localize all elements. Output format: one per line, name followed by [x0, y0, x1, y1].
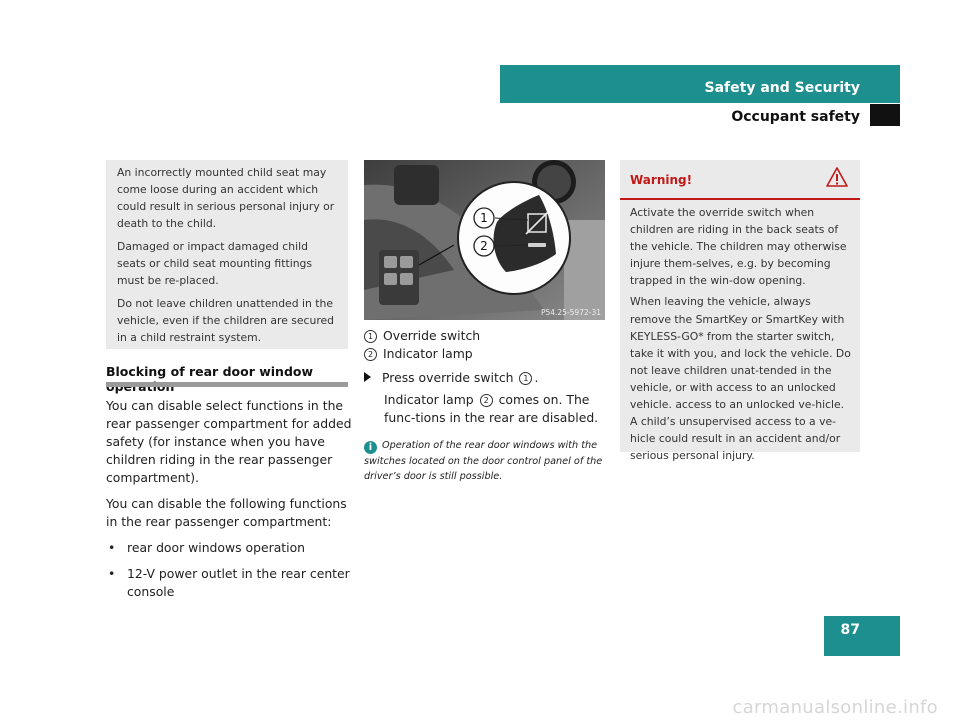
warning-rule	[620, 198, 860, 200]
door-panel-illustration	[364, 160, 605, 320]
result-text: Indicator lamp	[384, 392, 474, 407]
legend-item	[364, 327, 609, 345]
instruction-step	[364, 369, 609, 387]
step-number: 1	[519, 372, 532, 385]
watermark-text: carmanualsonline.info	[732, 697, 938, 718]
result-text: comes on. The func-tions in the rear are disabled.	[384, 392, 599, 425]
body-paragraph: You can disable select functions in the rear passenger compartment for added safety (for instance when you have children riding in the rear passenger compartment).	[106, 398, 352, 485]
warning-paragraph: When leaving the vehicle, always remove the SmartKey or SmartKey with KEYLESS-GO* from the starter switch, take it with you, and lock the vehicle. Do not leave children unat-tended in the vehicle, or with access to an unlocked vehicle. access to an unlocked ve-hicle. A child’s unsupervised access to a ve-hicle could result in an accident and/or serious personal injury.	[630, 295, 851, 463]
photo-code: P54.25-5972-31	[540, 308, 601, 317]
step-punct: .	[534, 370, 539, 385]
info-text: Operation of the rear door windows with the switches located on the door control panel of the driver’s door is still possible.	[364, 440, 603, 482]
list-item-text: 12-V power outlet in the rear center console	[127, 566, 350, 599]
page-number: 87	[840, 622, 860, 638]
bullet-icon: •	[108, 540, 116, 555]
legend	[364, 327, 609, 363]
warning-text	[630, 204, 852, 468]
result-number: 2	[480, 394, 493, 407]
heading-rule	[106, 382, 348, 387]
info-note	[364, 438, 609, 484]
child-seat-note	[106, 160, 348, 349]
bullet-icon: •	[108, 566, 116, 581]
door-panel-photo	[364, 160, 605, 320]
watermark	[0, 697, 960, 718]
section-heading: Blocking of rear door window	[106, 364, 314, 379]
list-item-text: rear door windows operation	[127, 540, 306, 555]
warning-box	[620, 160, 860, 463]
info-icon: i	[364, 441, 377, 454]
section-title: Safety and Security	[704, 80, 860, 96]
legend-number: 1	[364, 330, 377, 343]
warning-title: Warning!	[630, 173, 693, 187]
list-item	[106, 539, 356, 557]
legend-number: 2	[364, 348, 377, 361]
note-paragraph: Damaged or impact damaged child seats or child seat mounting fittings must be re-placed.	[117, 240, 313, 287]
step-result	[384, 391, 610, 427]
body-text	[106, 397, 356, 609]
step-text: Press override switch	[382, 370, 514, 385]
legend-text: Indicator lamp	[383, 346, 473, 361]
body-paragraph: You can disable the following functions in the rear passenger compartment:	[106, 496, 347, 529]
warning-paragraph: Activate the override switch when children are riding in the back seats of the vehicle. The children may otherwise injure them-selves, e.g. by becoming trapped in the win-dow opening.	[630, 206, 847, 288]
legend-item	[364, 345, 609, 363]
note-paragraph: An incorrectly mounted child seat may come loose during an accident which could result in serious personal injury or death to the child.	[117, 166, 335, 230]
step-arrow-icon	[364, 372, 371, 382]
note-paragraph: Do not leave children unattended in the vehicle, even if the children are secured in a child restraint system.	[117, 297, 335, 344]
callout-2: 2	[480, 239, 488, 253]
callout-1: 1	[480, 211, 488, 225]
page-number-box	[824, 616, 900, 656]
subsection-title: Occupant safety	[731, 109, 860, 125]
warning-triangle-icon	[826, 167, 848, 187]
legend-text: Override switch	[383, 328, 481, 343]
list-item	[106, 565, 356, 601]
header-marker	[870, 104, 900, 126]
